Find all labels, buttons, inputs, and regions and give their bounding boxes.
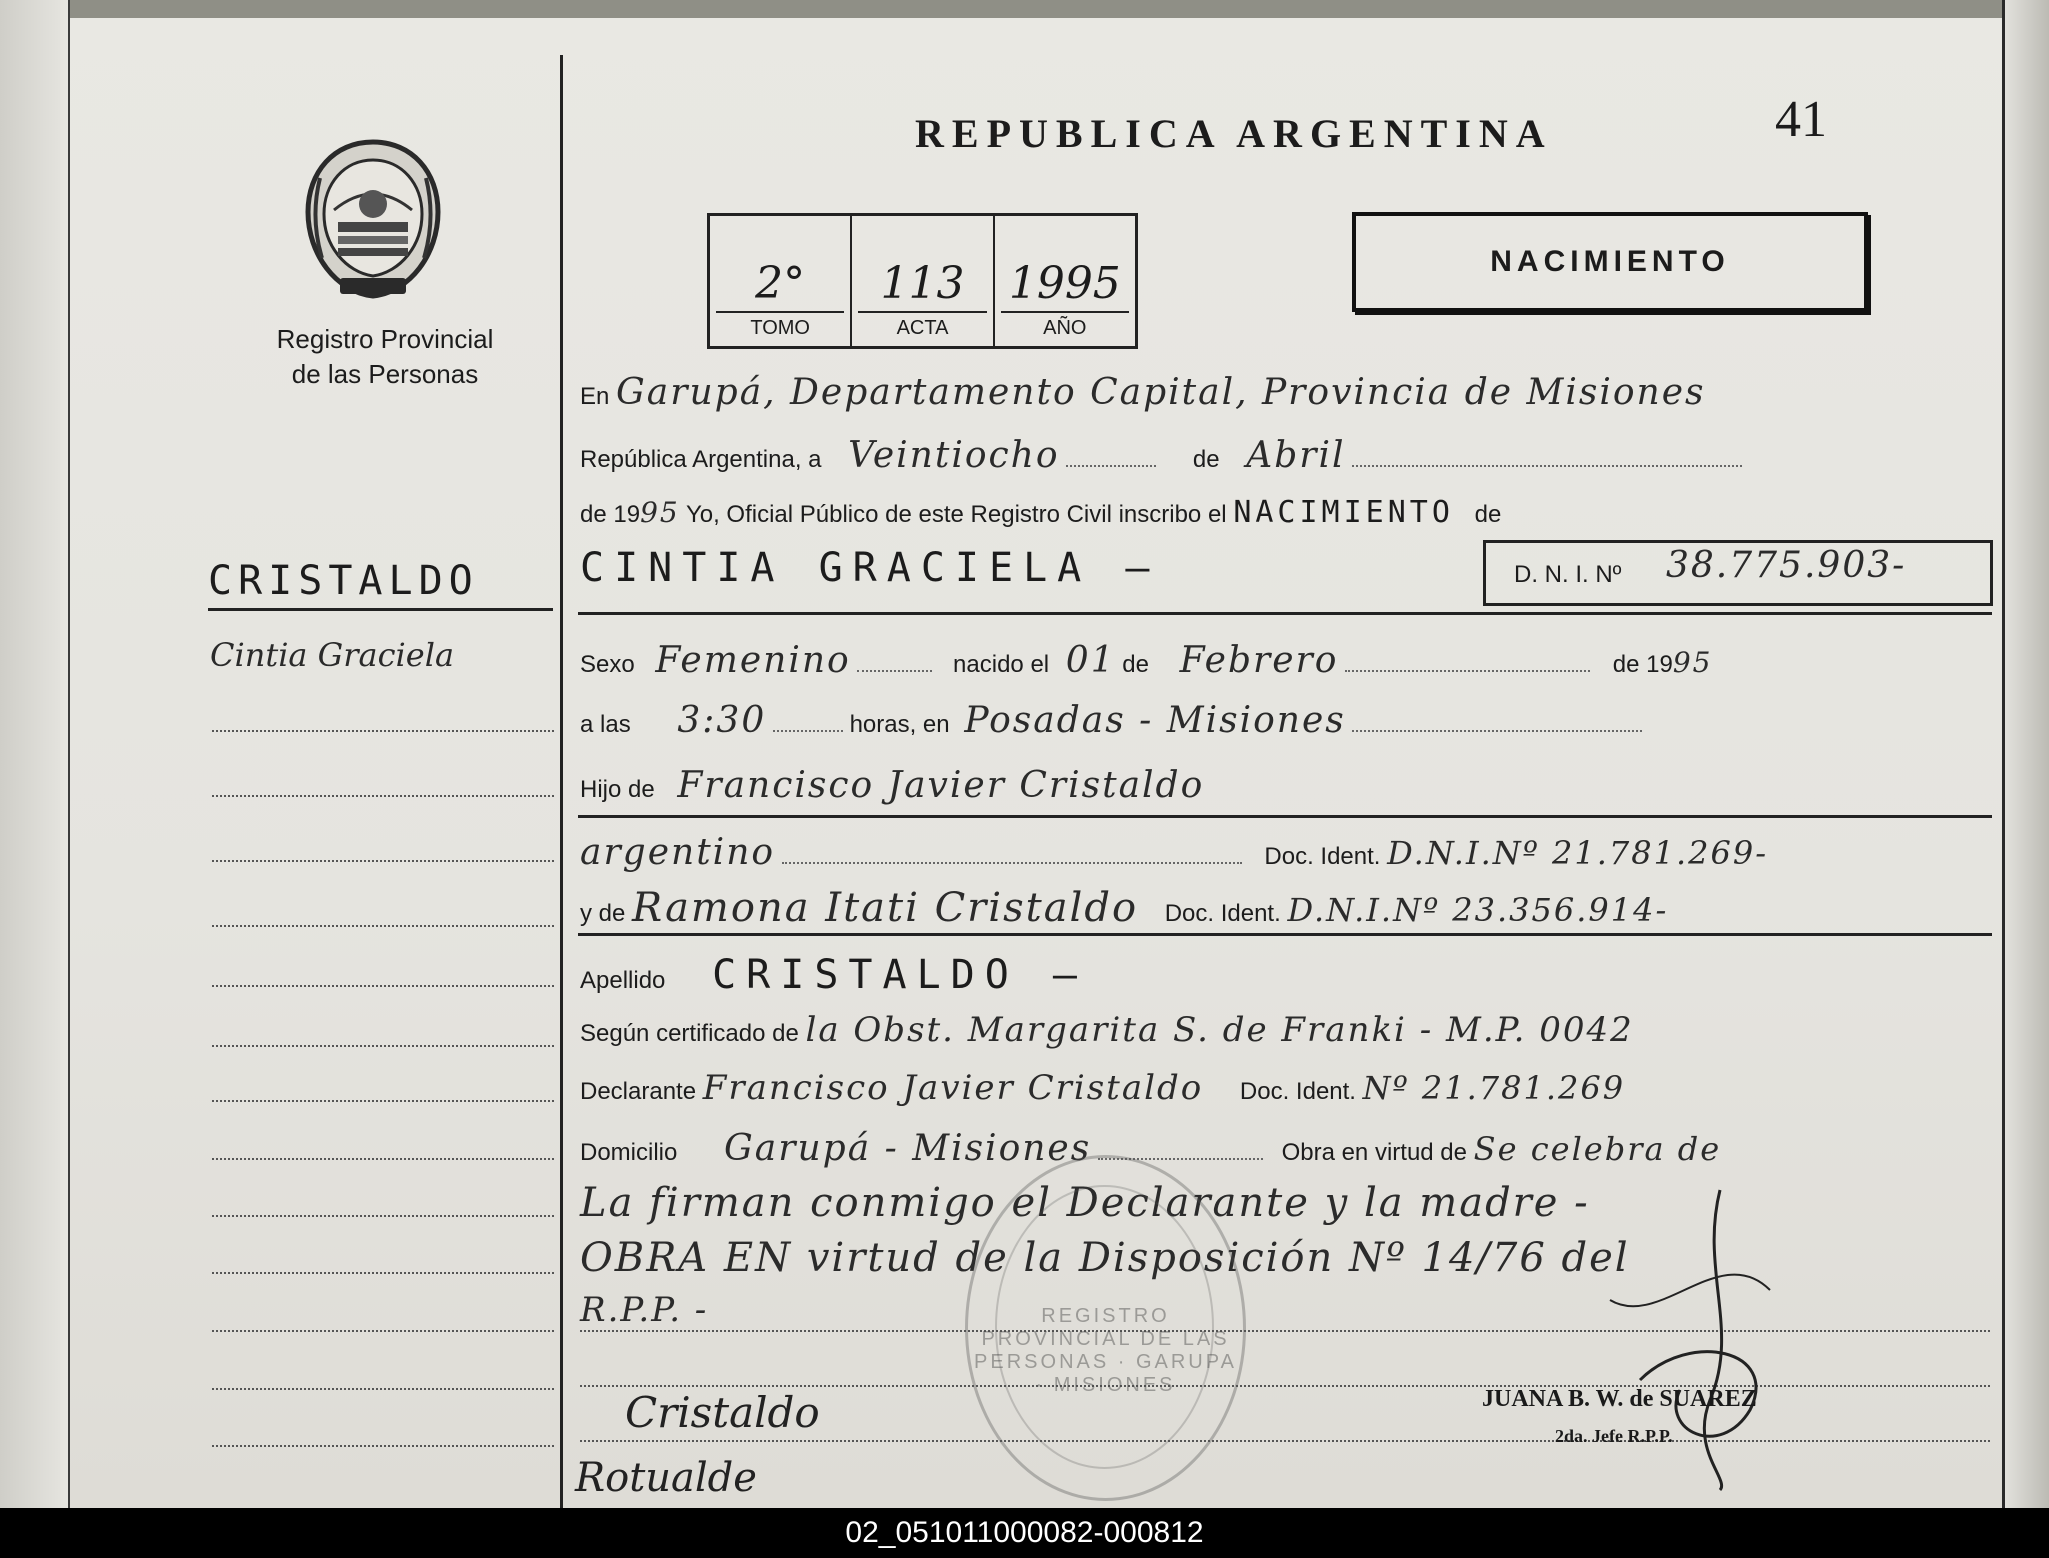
margin-signature-1: Cristaldo [625,1388,820,1437]
fill-dots [773,722,843,732]
margin-given-names: Cintia Graciela [210,636,455,674]
fill-dots [1352,457,1742,467]
registry-name [240,322,530,392]
horas-label: horas, en [849,711,950,738]
declarante-doc: Nº 21.781.269 [1362,1069,1626,1107]
row-domicilio [580,1128,1989,1169]
obra-label: Obra en virtud de [1281,1139,1467,1166]
year-prefix: de 19 [580,501,641,528]
signature-scribble-icon [1600,1180,1800,1500]
anio-value: 1995 [1008,258,1121,309]
sexo-value: Femenino [655,640,851,681]
note-line-2: OBRA EN virtud de la Disposición Nº 14/76 del [580,1235,1630,1281]
tomo-label: TOMO [716,311,844,340]
row-declarante [580,1068,1989,1108]
margin-rule [212,985,554,987]
alas-label: a las [580,711,631,738]
anio-label: AÑO [1001,311,1129,340]
acta-value: 113 [880,258,965,309]
certificado-value: la Obst. Margarita S. de Franki - M.P. 0042 [805,1010,1634,1050]
birth-de: de [1122,651,1149,678]
sexo-label: Sexo [580,651,635,678]
en-label: En [580,383,610,410]
birth-month: Febrero [1179,640,1339,681]
declarante-label: Declarante [580,1078,697,1105]
page-number: 41 [1775,91,1827,148]
doc-ident-label-2: Doc. Ident. [1164,900,1281,927]
margin-rule [212,1158,554,1160]
official-name: JUANA B. W. de SUAREZ [1482,1386,1757,1412]
stamp-text: REGISTRO PROVINCIAL DE LAS PERSONAS · GARUPA · MISIONES [974,1305,1237,1396]
fill-dots [857,662,932,672]
birth-year-suffix: 95 [1672,646,1713,679]
doc-ident-label: Doc. Ident. [1264,843,1381,870]
place-value: Garupá, Departamento Capital, Provincia de Misiones [616,372,1706,413]
apellido-value: CRISTALDO — [712,952,1087,998]
day-words: Veintiocho [848,435,1060,476]
father-name: Francisco Javier Cristaldo [677,765,1205,806]
margin-surname: CRISTALDO [208,556,553,611]
de-label: de [1192,446,1220,473]
fill-dots [1345,662,1590,672]
margin-rule [212,860,554,862]
declarante-value: Francisco Javier Cristaldo [702,1068,1204,1108]
fill-dots [782,854,1242,864]
note-line-3: R.P.P. - [580,1290,709,1330]
tomo-cell [710,216,852,346]
page-title: REPUBLICA ARGENTINA [915,111,1553,156]
margin-rule [212,925,554,927]
registry-line-2: de las Personas [291,359,479,389]
birth-year-prefix: de 19 [1612,651,1673,678]
margin-rule [212,1215,554,1217]
margin-rule [212,1445,554,1447]
page-right-edge [2002,0,2049,1508]
father-nationality: argentino [580,832,776,873]
apellido-label: Apellido [580,967,666,994]
birth-place: Posadas - Misiones [964,700,1346,741]
officer-text: Yo, Oficial Público de este Registro Civil inscribo el [685,501,1227,528]
child-name: CINTIA GRACIELA — [580,545,1160,591]
dni-box [1483,540,1993,606]
row-father-doc [580,832,1989,873]
image-caption: 02_051011000082-000812 [0,1508,2049,1558]
province-seal-icon [300,138,446,300]
year-suffix: 95 [640,496,680,529]
mother-name: Ramona Itati Cristaldo [632,885,1139,931]
obra-start: Se celebra de [1473,1130,1722,1168]
row-birth [580,640,1989,681]
record-type-box: NACIMIENTO [1352,212,1868,312]
row-certificado [580,1010,1989,1050]
event-value: NACIMIENTO [1233,495,1454,530]
margin-rule [212,795,554,797]
row-date [580,435,1989,476]
row-mother [580,885,1989,931]
row-hour [580,700,1989,741]
acta-label: ACTA [858,311,986,340]
section-rule [578,933,1992,936]
margin-rule [212,1100,554,1102]
yde-label: y de [580,900,626,927]
row-place [580,372,1989,413]
margin-rule [212,1272,554,1274]
margin-rule [212,1045,554,1047]
row-father [580,765,1989,806]
doc-ident-label-3: Doc. Ident. [1239,1078,1356,1105]
hour-value: 3:30 [677,700,767,741]
tomo-value: 2° [755,258,806,309]
anio-cell [995,216,1135,346]
margin-signature-2: Rotualde [575,1455,757,1501]
birth-day: 01 [1065,640,1116,681]
row-officer [580,495,1989,530]
note-line-1: La firman conmigo el Declarante y la madre - [580,1180,1590,1226]
row-apellido [580,952,1989,998]
domicilio-label: Domicilio [580,1139,678,1166]
de-label-2: de [1474,501,1502,528]
section-rule [578,815,1992,818]
nacido-label: nacido el [953,651,1050,678]
dni-label: D. N. I. Nº [1514,561,1622,588]
scan-top-band [0,0,2049,18]
month-value: Abril [1246,435,1346,476]
father-doc: D.N.I.Nº 21.781.269- [1387,834,1768,872]
hijo-label: Hijo de [580,776,655,803]
republica-label: República Argentina, a [580,446,822,473]
record-table [707,213,1138,349]
domicilio-value: Garupá - Misiones [724,1128,1092,1169]
margin-rule [212,1388,554,1390]
margin-divider [560,55,563,1508]
fill-dots [1352,722,1642,732]
acta-cell [852,216,994,346]
margin-rule [212,730,554,732]
mother-doc: D.N.I.Nº 23.356.914- [1287,891,1669,929]
fill-dots [1066,457,1156,467]
official-title: 2da. Jefe R.P.P. [1555,1426,1673,1446]
dni-value: 38.775.903- [1666,545,1907,586]
certificado-label: Según certificado de [580,1020,799,1047]
binding-edge [0,0,70,1508]
margin-rule [212,1330,554,1332]
section-rule [578,612,1992,615]
registry-line-1: Registro Provincial [276,324,494,354]
